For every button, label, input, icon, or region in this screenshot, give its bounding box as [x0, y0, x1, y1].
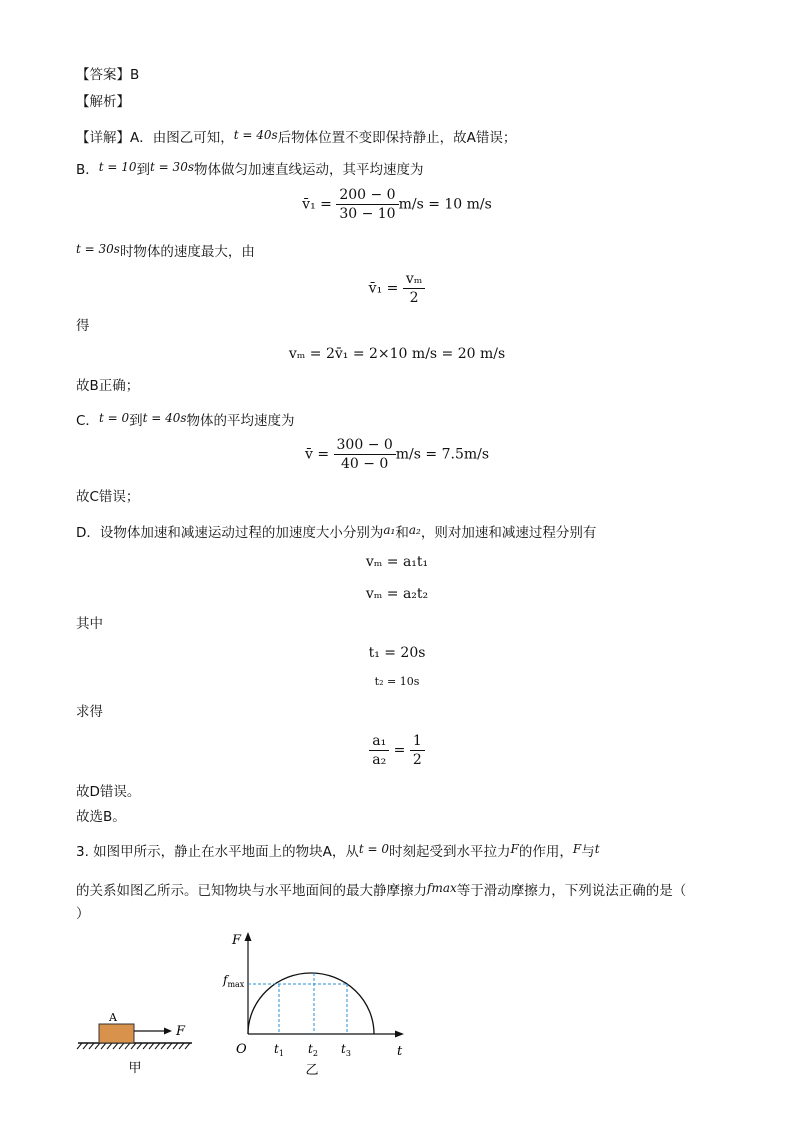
hatch-mark — [155, 1043, 160, 1049]
hatch-mark — [179, 1043, 184, 1049]
qiude-label: 求得 — [76, 704, 103, 720]
question-3-line-1: 3. 如图甲所示，静止在水平地面上的物块A，从t = 0时刻起受到水平拉力F的作用，F与t — [76, 842, 600, 860]
origin-label: O — [236, 1042, 247, 1057]
y-axis-label: F — [232, 933, 242, 948]
figure-yi — [222, 932, 404, 1078]
detail-b-line: B．t = 10到t = 30s物体做匀加速直线运动，其平均速度为 — [76, 160, 424, 178]
hatch-mark — [185, 1043, 190, 1049]
t3-label: $t_3$ — [341, 1042, 351, 1058]
equation-avg-velocity-total: v̄ = $\frac{300 - 0}{40 - 0}$ m/s = 7.5m/s — [304, 437, 490, 472]
equation-t2: t₂ = 10s — [374, 675, 420, 688]
equation-t1: t₁ = 20s — [368, 645, 426, 661]
hatch-mark — [125, 1043, 130, 1049]
t30-line: t = 30s时物体的速度最大，由 — [76, 242, 255, 260]
hatch-mark — [173, 1043, 178, 1049]
qizhong-label: 其中 — [76, 616, 103, 632]
equation-avg-velocity-1: v̄₁ = $\frac{200 - 0}{30 - 10}$ m/s = 10 m/s — [302, 187, 492, 222]
force-label: F — [176, 1024, 186, 1039]
equation-accel-1: vₘ = a₁t₁ — [365, 554, 429, 570]
hatch-mark — [113, 1043, 118, 1049]
hatch-mark — [131, 1043, 136, 1049]
hatch-mark — [95, 1043, 100, 1049]
de-label: 得 — [76, 318, 90, 334]
equation-ratio: $\frac{\text{a₁}}{\text{a₂}}$ = $\frac{1}{2}$ — [0, 732, 794, 769]
hatch-mark — [89, 1043, 94, 1049]
detail-c-line: C．t = 0到t = 40s物体的平均速度为 — [76, 411, 295, 429]
caption-jia: 甲 — [128, 1061, 142, 1076]
fmax-label: $f_{max}$ — [223, 973, 245, 989]
choose-answer: 故选B。 — [76, 809, 126, 825]
hatch-mark — [77, 1043, 82, 1049]
hatch-mark — [83, 1043, 88, 1049]
equation-accel-2: vₘ = a₂t₂ — [365, 586, 429, 602]
force-arrowhead — [164, 1028, 172, 1035]
hatch-mark — [143, 1043, 148, 1049]
caption-yi: 乙 — [305, 1063, 319, 1078]
ground-hatch — [77, 1043, 190, 1049]
detail-d-line: D．设物体加速和减速运动过程的加速度大小分别为a₁和a₂，则对加速和减速过程分别有 — [76, 523, 597, 541]
block-a — [99, 1024, 134, 1043]
question-3-line-2: 的关系如图乙所示。已知物块与水平地面间的最大静摩擦力fmax等于滑动摩擦力，下列说法正确的是（ — [76, 881, 687, 899]
question-3-line-3: ） — [76, 906, 90, 922]
hatch-mark — [107, 1043, 112, 1049]
force-curve — [248, 973, 374, 1034]
c-wrong: 故C错误； — [76, 489, 140, 505]
figure-jia — [77, 1011, 192, 1076]
t2-label: $t_2$ — [308, 1042, 318, 1058]
hatch-mark — [119, 1043, 124, 1049]
d-wrong: 故D错误。 — [76, 784, 141, 800]
hatch-mark — [149, 1043, 154, 1049]
hatch-mark — [101, 1043, 106, 1049]
equation-avg-velocity-2: v̄₁ = $\frac{\text{vₘ}}{2}$ — [0, 270, 794, 307]
detail-a-line: 【详解】A．由图乙可知，t = 40s后物体位置不变即保持静止，故A错误； — [76, 128, 517, 146]
x-axis-label: t — [397, 1044, 403, 1059]
hatch-mark — [167, 1043, 172, 1049]
hatch-mark — [161, 1043, 166, 1049]
analysis-label: 【解析】 — [76, 94, 130, 110]
equation-vmax: vₘ = 2v̄₁ = 2×10 m/s = 20 m/s — [288, 346, 506, 362]
answer-label: 【答案】B — [76, 67, 140, 83]
block-label: A — [109, 1011, 117, 1024]
b-correct: 故B正确； — [76, 378, 140, 394]
hatch-mark — [137, 1043, 142, 1049]
x-axis-arrow — [395, 1031, 404, 1038]
t1-label: $t_1$ — [274, 1042, 284, 1058]
y-axis-arrow — [245, 932, 252, 941]
